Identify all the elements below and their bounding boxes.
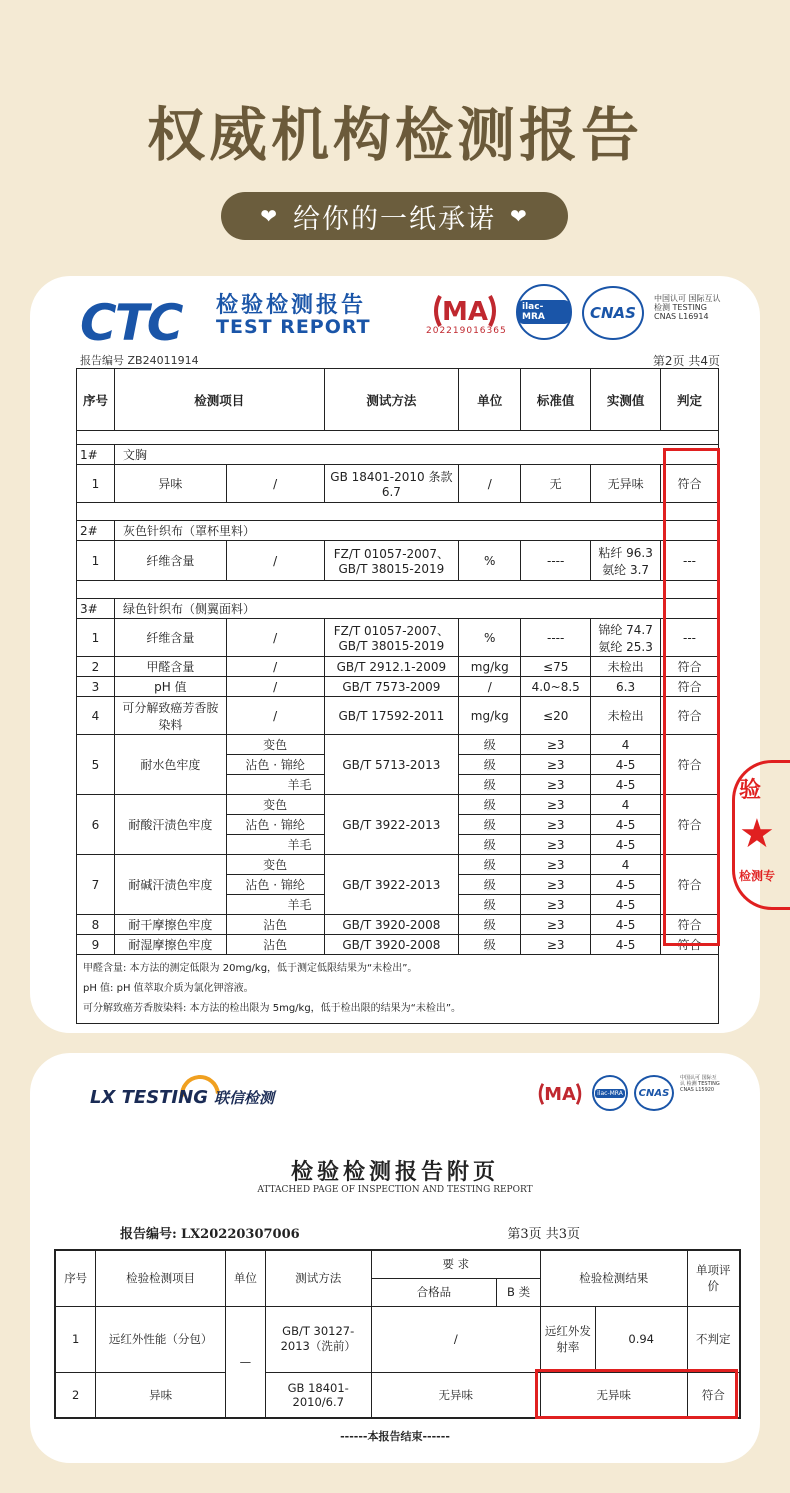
lx-logo-cn: 联信检测 bbox=[213, 1089, 274, 1107]
cell-result: 无异味 bbox=[591, 465, 661, 503]
cell-judge: 不判定 bbox=[687, 1306, 740, 1372]
header-cell: 测试方法 bbox=[265, 1250, 371, 1306]
cell-judge: 符合 bbox=[661, 795, 719, 855]
cell-sub: 羊毛 bbox=[226, 835, 324, 855]
table-row bbox=[77, 541, 719, 581]
official-seal bbox=[732, 760, 790, 910]
cell-unit: % bbox=[459, 619, 521, 657]
cell-no: 7 bbox=[77, 855, 115, 915]
cell-result-label: 远红外发射率 bbox=[541, 1306, 596, 1372]
section-name: 绿色针织布（侧翼面料） bbox=[114, 599, 718, 619]
section-row bbox=[77, 445, 719, 465]
cell-unit: 级 bbox=[459, 815, 521, 835]
cell-no: 3 bbox=[77, 677, 115, 697]
header-cell: 序号 bbox=[55, 1250, 96, 1306]
table-row bbox=[77, 855, 719, 875]
section-no: 2# bbox=[77, 521, 115, 541]
section-row bbox=[77, 599, 719, 619]
cell-judge: --- bbox=[661, 541, 719, 581]
cell-sub: 沾色 bbox=[226, 915, 324, 935]
cell-item: 耐干摩擦色牢度 bbox=[114, 915, 226, 935]
cell-method: GB 18401-2010 条款 6.7 bbox=[324, 465, 459, 503]
cma-number: 202219016365 bbox=[426, 326, 507, 336]
cell-no: 8 bbox=[77, 915, 115, 935]
cell-result: 4-5 bbox=[591, 755, 661, 775]
cell-unit: 级 bbox=[459, 735, 521, 755]
cell-unit: 级 bbox=[459, 915, 521, 935]
header-cell: 单位 bbox=[225, 1250, 265, 1306]
cell-item: 甲醛含量 bbox=[114, 657, 226, 677]
promise-text: 给你的一纸承诺 bbox=[293, 203, 496, 235]
header-cell: 实测值 bbox=[591, 369, 661, 431]
cell-judge: 符合 bbox=[661, 915, 719, 935]
cell-sub: / bbox=[226, 697, 324, 735]
report-number: 报告编号 ZB24011914 bbox=[80, 354, 199, 367]
cell-item: pH 值 bbox=[114, 677, 226, 697]
cell-item: 可分解致癌芳香胺染料 bbox=[114, 697, 226, 735]
cell-judge: 符合 bbox=[661, 465, 719, 503]
header-cell: 要 求 bbox=[371, 1250, 540, 1278]
cell-sub: / bbox=[226, 657, 324, 677]
note-line: pH 值: pH 值萃取介质为氯化钾溶液。 bbox=[83, 983, 254, 994]
report-title-en: TEST REPORT bbox=[216, 316, 371, 338]
report-meta bbox=[120, 1223, 580, 1242]
cell-std: ≥3 bbox=[521, 755, 591, 775]
test-results-table bbox=[76, 368, 719, 1024]
cnas-accreditation-text: 中国认可 国际互认 检测 TESTING CNAS L15920 bbox=[680, 1075, 720, 1093]
ilac-label: ilac-MRA bbox=[518, 300, 570, 324]
cell-sub: 沾色 · 锦纶 bbox=[226, 875, 324, 895]
cell-result: 4-5 bbox=[591, 875, 661, 895]
cell-item: 远红外性能（分包） bbox=[96, 1306, 226, 1372]
cell-sub: / bbox=[226, 677, 324, 697]
header-cell: 单项评价 bbox=[687, 1250, 740, 1306]
fastness-group bbox=[77, 735, 719, 795]
cell-std: ≥3 bbox=[521, 935, 591, 955]
cell-unit: 级 bbox=[459, 875, 521, 895]
table-header bbox=[55, 1250, 740, 1278]
stain-label: 沾色 bbox=[245, 878, 270, 892]
attached-title: 检验检测报告附页 bbox=[290, 1159, 499, 1185]
cell-judge: 符合 bbox=[661, 735, 719, 795]
section-no: 1# bbox=[77, 445, 115, 465]
cell-std: ---- bbox=[521, 541, 591, 581]
table-row bbox=[77, 735, 719, 755]
header-cell: 检验检测结果 bbox=[541, 1250, 688, 1306]
cell-no: 2 bbox=[77, 657, 115, 677]
header-cell: 合格品 bbox=[371, 1278, 497, 1306]
cell-sub: 羊毛 bbox=[226, 775, 324, 795]
table-gap bbox=[77, 431, 719, 445]
ilac-mra-icon bbox=[592, 1075, 628, 1111]
cell-method: GB 18401-2010/6.7 bbox=[265, 1372, 371, 1418]
seal-text: 验 bbox=[739, 778, 762, 803]
ilac-label: ilac-MRA bbox=[597, 1089, 623, 1097]
section-name: 灰色针织布（罩杯里料） bbox=[114, 521, 718, 541]
lx-logo-text: LX TESTING bbox=[90, 1087, 208, 1108]
cell-method: GB/T 2912.1-2009 bbox=[324, 657, 459, 677]
cell-judge: 符合 bbox=[661, 677, 719, 697]
cell-method: GB/T 3920-2008 bbox=[324, 935, 459, 955]
cell-method: GB/T 3922-2013 bbox=[324, 795, 459, 855]
cell-result: 4 bbox=[591, 855, 661, 875]
cnas-label: CNAS bbox=[638, 1087, 670, 1099]
cell-std: ≤20 bbox=[521, 697, 591, 735]
cell-std: ≥3 bbox=[521, 895, 591, 915]
cell-judge: 符合 bbox=[661, 657, 719, 677]
cell-no: 9 bbox=[77, 935, 115, 955]
cell-unit: 级 bbox=[459, 935, 521, 955]
page-info: 第2页 共4页 bbox=[652, 354, 720, 368]
ilac-mra-icon bbox=[516, 284, 572, 340]
page-headline: 权威机构检测报告 bbox=[146, 101, 643, 169]
cell-std: 4.0~8.5 bbox=[521, 677, 591, 697]
cell-judge: 符合 bbox=[661, 697, 719, 735]
cell-sub: / bbox=[226, 465, 324, 503]
cell-sub: 羊毛 bbox=[226, 895, 324, 915]
highlight-judgment-box bbox=[663, 448, 720, 946]
table-gap bbox=[77, 503, 719, 521]
cell-method: GB/T 30127-2013（洗前） bbox=[265, 1306, 371, 1372]
cell-result: 粘纤 96.3 氨纶 3.7 bbox=[591, 541, 661, 581]
report-meta bbox=[80, 352, 720, 369]
cell-no: 1 bbox=[77, 619, 115, 657]
cell-result: 无异味 bbox=[541, 1372, 688, 1418]
cell-no: 5 bbox=[77, 735, 115, 795]
cell-std: ≥3 bbox=[521, 815, 591, 835]
highlight-result-box bbox=[535, 1369, 738, 1419]
header-cell: 标准值 bbox=[521, 369, 591, 431]
table-row bbox=[77, 677, 719, 697]
heart-icon: ❤ bbox=[260, 204, 279, 228]
notes-row bbox=[77, 955, 719, 1024]
cell-sub: / bbox=[226, 541, 324, 581]
cell-unit: / bbox=[459, 465, 521, 503]
cell-item: 耐水色牢度 bbox=[114, 735, 226, 795]
cell-item: 耐碱汗渍色牢度 bbox=[114, 855, 226, 915]
nylon-label: 锦纶 bbox=[280, 758, 305, 772]
cell-result: 4-5 bbox=[591, 835, 661, 855]
cell-result: 4 bbox=[591, 735, 661, 755]
cell-method: GB/T 3920-2008 bbox=[324, 915, 459, 935]
cell-unit: 级 bbox=[459, 795, 521, 815]
cnas-icon bbox=[582, 286, 644, 340]
cell-result: 锦纶 74.7 氨纶 25.3 bbox=[591, 619, 661, 657]
ctc-logo: CTC bbox=[80, 294, 182, 352]
header-cell: 序号 bbox=[77, 369, 115, 431]
cell-std: 无 bbox=[521, 465, 591, 503]
table-row bbox=[77, 915, 719, 935]
table-row bbox=[77, 657, 719, 677]
cell-method: FZ/T 01057-2007、GB/T 38015-2019 bbox=[324, 619, 459, 657]
section-row bbox=[77, 521, 719, 541]
cell-sub: 变色 bbox=[226, 795, 324, 815]
nylon-label: 锦纶 bbox=[280, 878, 305, 892]
cell-judge: 符合 bbox=[661, 855, 719, 915]
cell-sub: 变色 bbox=[226, 855, 324, 875]
cell-method: GB/T 17592-2011 bbox=[324, 697, 459, 735]
cell-sub: / bbox=[226, 619, 324, 657]
cell-std: ≥3 bbox=[521, 735, 591, 755]
cell-unit: 级 bbox=[459, 755, 521, 775]
header-cell: 单位 bbox=[459, 369, 521, 431]
cma-label: MA bbox=[442, 297, 488, 327]
table-row bbox=[55, 1306, 740, 1372]
cell-unit: 级 bbox=[459, 775, 521, 795]
header-cell: 检验检测项目 bbox=[96, 1250, 226, 1306]
cell-item: 纤维含量 bbox=[114, 619, 226, 657]
stain-label: 沾色 bbox=[245, 758, 270, 772]
table-row bbox=[77, 619, 719, 657]
cell-std: ≤75 bbox=[521, 657, 591, 677]
cell-judge: 符合 bbox=[687, 1372, 740, 1418]
section-no: 3# bbox=[77, 599, 115, 619]
nylon-label: 锦纶 bbox=[280, 818, 305, 832]
cell-result: 4-5 bbox=[591, 915, 661, 935]
header-cell: B 类 bbox=[497, 1278, 541, 1306]
lx-testing-logo bbox=[90, 1087, 274, 1108]
cell-unit: / bbox=[459, 677, 521, 697]
cell-std: ≥3 bbox=[521, 855, 591, 875]
cell-item: 耐酸汗渍色牢度 bbox=[114, 795, 226, 855]
table-row bbox=[77, 795, 719, 815]
section-name: 文胸 bbox=[114, 445, 718, 465]
fastness-group bbox=[77, 855, 719, 915]
report-number: LX20220307006 bbox=[180, 1227, 300, 1242]
attached-subtitle: ATTACHED PAGE OF INSPECTION AND TESTING REPORT bbox=[257, 1185, 533, 1195]
seal-text: 检测专 bbox=[739, 869, 776, 883]
attached-report-card bbox=[30, 1053, 760, 1463]
cell-std: ---- bbox=[521, 619, 591, 657]
report-end-line: ------本报告结束------ bbox=[340, 1430, 450, 1443]
cell-unit: 级 bbox=[459, 895, 521, 915]
note-line: 甲醛含量: 本方法的测定低限为 20mg/kg，低于测定低限结果为“未检出”。 bbox=[83, 963, 418, 974]
cell-result: 6.3 bbox=[591, 677, 661, 697]
cell-result: 未检出 bbox=[591, 697, 661, 735]
cell-item: 异味 bbox=[96, 1372, 226, 1418]
cell-req: 无异味 bbox=[371, 1372, 540, 1418]
promise-banner bbox=[221, 192, 568, 240]
report-number-label: 报告编号: bbox=[120, 1227, 177, 1242]
table-row bbox=[77, 935, 719, 955]
cell-judge: 符合 bbox=[661, 935, 719, 955]
fastness-group bbox=[77, 795, 719, 855]
header-cell: 检测项目 bbox=[114, 369, 324, 431]
cell-method: GB/T 7573-2009 bbox=[324, 677, 459, 697]
cell-method: GB/T 5713-2013 bbox=[324, 735, 459, 795]
note-line: 可分解致癌芳香胺染料: 本方法的检出限为 5mg/kg，低于检出限的结果为“未检出”。 bbox=[83, 1003, 462, 1014]
cell-result: 4-5 bbox=[591, 815, 661, 835]
cell-judge: --- bbox=[661, 619, 719, 657]
cell-item: 耐湿摩擦色牢度 bbox=[114, 935, 226, 955]
header-cell: 测试方法 bbox=[324, 369, 459, 431]
cnas-icon bbox=[634, 1075, 674, 1111]
cell-sub: 沾色 · 锦纶 bbox=[226, 755, 324, 775]
table-header bbox=[77, 369, 719, 431]
cell-no: 2 bbox=[55, 1372, 96, 1418]
heart-icon: ❤ bbox=[510, 204, 529, 228]
cell-sub: 沾色 bbox=[226, 935, 324, 955]
cell-unit: mg/kg bbox=[459, 657, 521, 677]
cell-no: 1 bbox=[77, 541, 115, 581]
cell-result: 0.94 bbox=[595, 1306, 687, 1372]
cell-std: ≥3 bbox=[521, 915, 591, 935]
cell-result: 未检出 bbox=[591, 657, 661, 677]
table-gap bbox=[77, 581, 719, 599]
cell-unit: mg/kg bbox=[459, 697, 521, 735]
cell-unit: % bbox=[459, 541, 521, 581]
cma-label: MA bbox=[544, 1084, 576, 1106]
test-report-card bbox=[30, 276, 776, 1033]
cell-unit: 级 bbox=[459, 835, 521, 855]
page-info: 第3页 共3页 bbox=[507, 1227, 580, 1242]
cell-no: 1 bbox=[55, 1306, 96, 1372]
cell-method: FZ/T 01057-2007、GB/T 38015-2019 bbox=[324, 541, 459, 581]
cell-result: 4 bbox=[591, 795, 661, 815]
header-cell: 判定 bbox=[661, 369, 719, 431]
cell-sub: 沾色 · 锦纶 bbox=[226, 815, 324, 835]
star-icon: ★ bbox=[739, 811, 775, 857]
cell-std: ≥3 bbox=[521, 775, 591, 795]
cell-std: ≥3 bbox=[521, 795, 591, 815]
cma-logo-icon bbox=[536, 1077, 584, 1111]
cnas-accreditation-text: 中国认可 国际互认 检测 TESTING CNAS L16914 bbox=[654, 294, 721, 321]
cell-no: 6 bbox=[77, 795, 115, 855]
report-title-cn: 检验检测报告 bbox=[216, 293, 367, 318]
cell-item: 异味 bbox=[114, 465, 226, 503]
cell-no: 4 bbox=[77, 697, 115, 735]
cell-method: GB/T 3922-2013 bbox=[324, 855, 459, 915]
cell-result: 4-5 bbox=[591, 895, 661, 915]
table-row bbox=[77, 465, 719, 503]
cnas-label: CNAS bbox=[590, 304, 636, 322]
stain-label: 沾色 bbox=[245, 818, 270, 832]
cell-unit: — bbox=[225, 1306, 265, 1418]
cell-std: ≥3 bbox=[521, 875, 591, 895]
cell-result: 4-5 bbox=[591, 935, 661, 955]
cell-req: / bbox=[371, 1306, 540, 1372]
cell-result: 4-5 bbox=[591, 775, 661, 795]
cell-sub: 变色 bbox=[226, 735, 324, 755]
cell-unit: 级 bbox=[459, 855, 521, 875]
cell-item: 纤维含量 bbox=[114, 541, 226, 581]
cell-no: 1 bbox=[77, 465, 115, 503]
table-row bbox=[77, 697, 719, 735]
cell-std: ≥3 bbox=[521, 835, 591, 855]
